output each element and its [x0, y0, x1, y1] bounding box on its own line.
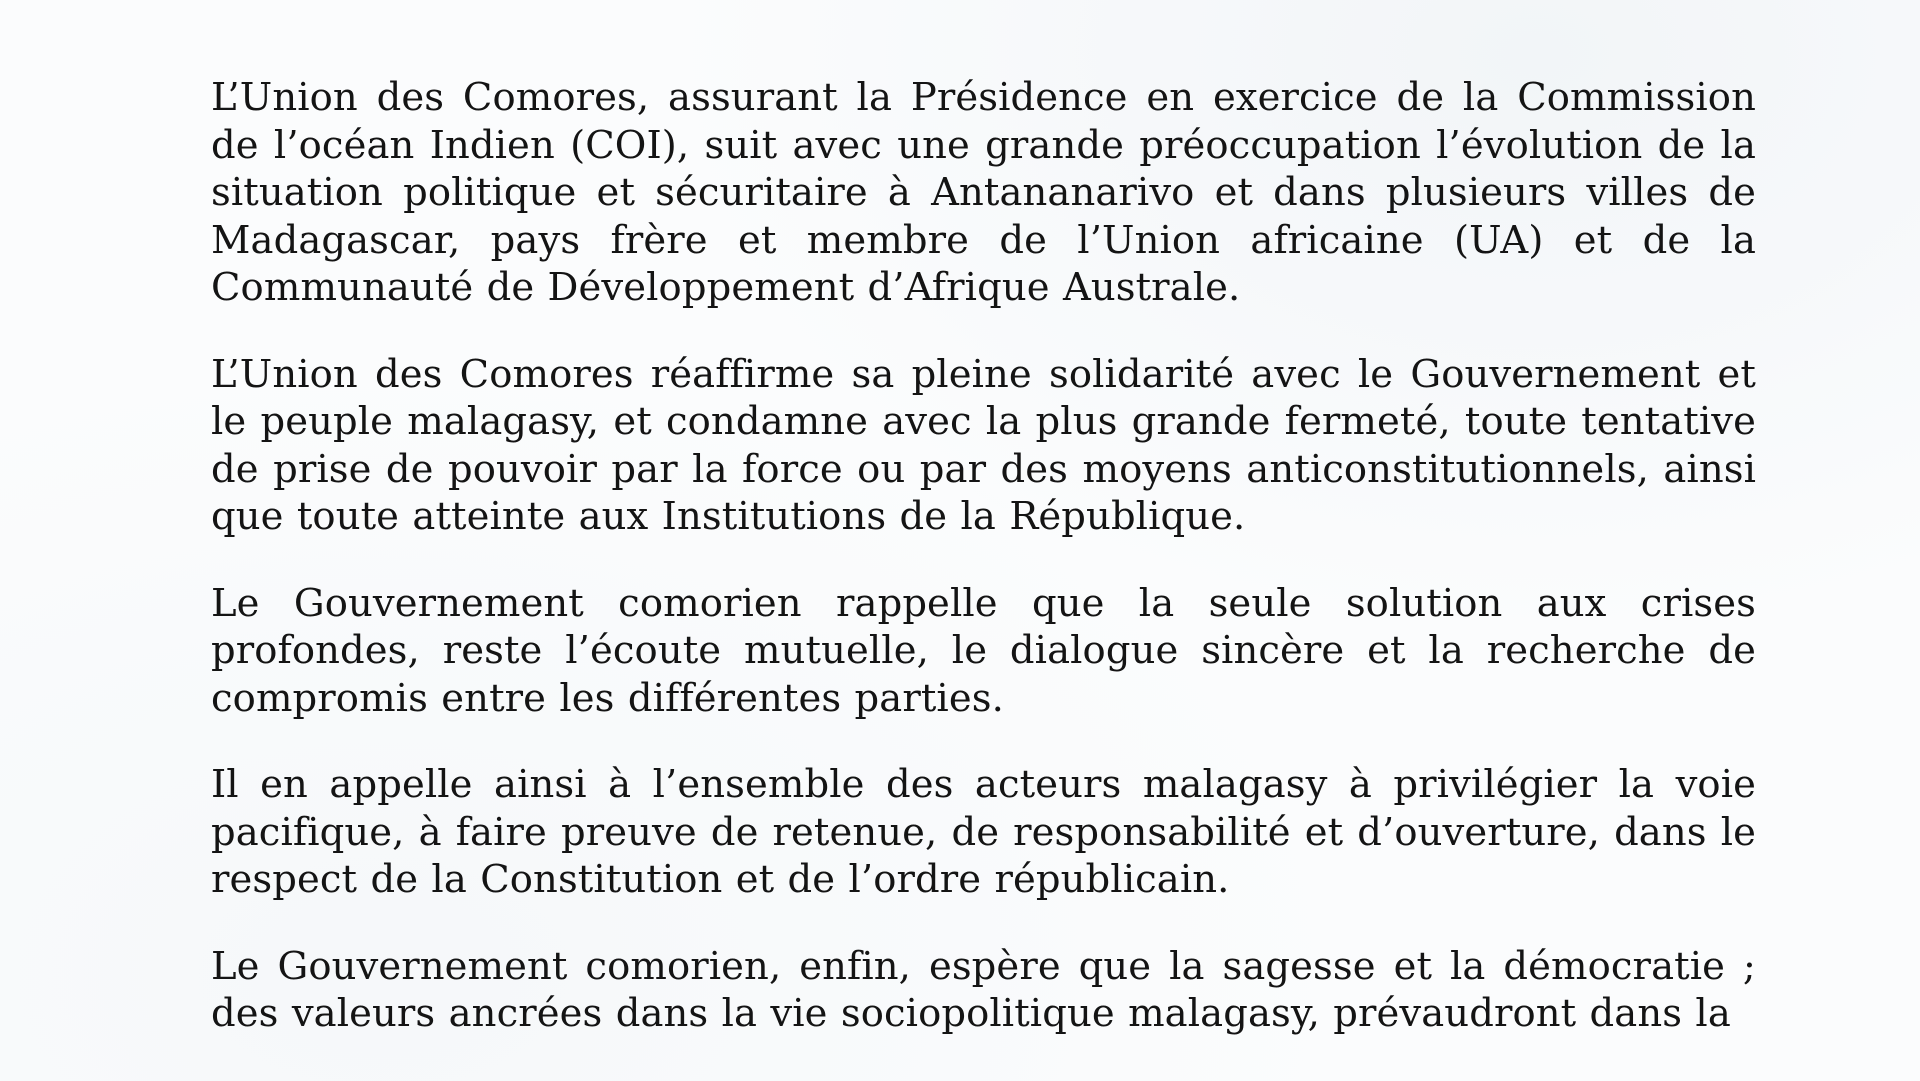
paragraph-1: L’Union des Comores, assurant la Présidence en exercice de la Commission de l’océan Indien (COI), suit avec une grande préoccupation l’évolution de la situation politique et sécuritaire à Antananarivo et dans plusieurs villes de Madagascar, pays frère et membre de l’Union africaine (UA) et de la Communauté de Développement d’Afrique Australe.	[211, 75, 1756, 310]
paragraph-2: L’Union des Comores réaffirme sa pleine solidarité avec le Gouvernement et le peuple malagasy, et condamne avec la plus grande fermeté, toute tentative de prise de pouvoir par la force ou par des moyens anticonstitutionnels, ainsi que toute atteinte aux Institutions de la République.	[211, 351, 1756, 539]
document-body	[211, 74, 1756, 1077]
paragraph-4: Il en appelle ainsi à l’ensemble des acteurs malagasy à privilégier la voie pacifique, à faire preuve de retenue, de responsabilité et d’ouverture, dans le respect de la Constitution et de l’ordre républicain.	[211, 762, 1756, 902]
paragraph-5: Le Gouvernement comorien, enfin, espère que la sagesse et la démocratie ; des valeurs ancrées dans la vie sociopolitique malagasy, prévaudront dans la	[211, 943, 1756, 1036]
paragraph-3: Le Gouvernement comorien rappelle que la seule solution aux crises profondes, reste l’écoute mutuelle, le dialogue sincère et la recherche de compromis entre les différentes parties.	[211, 580, 1756, 721]
